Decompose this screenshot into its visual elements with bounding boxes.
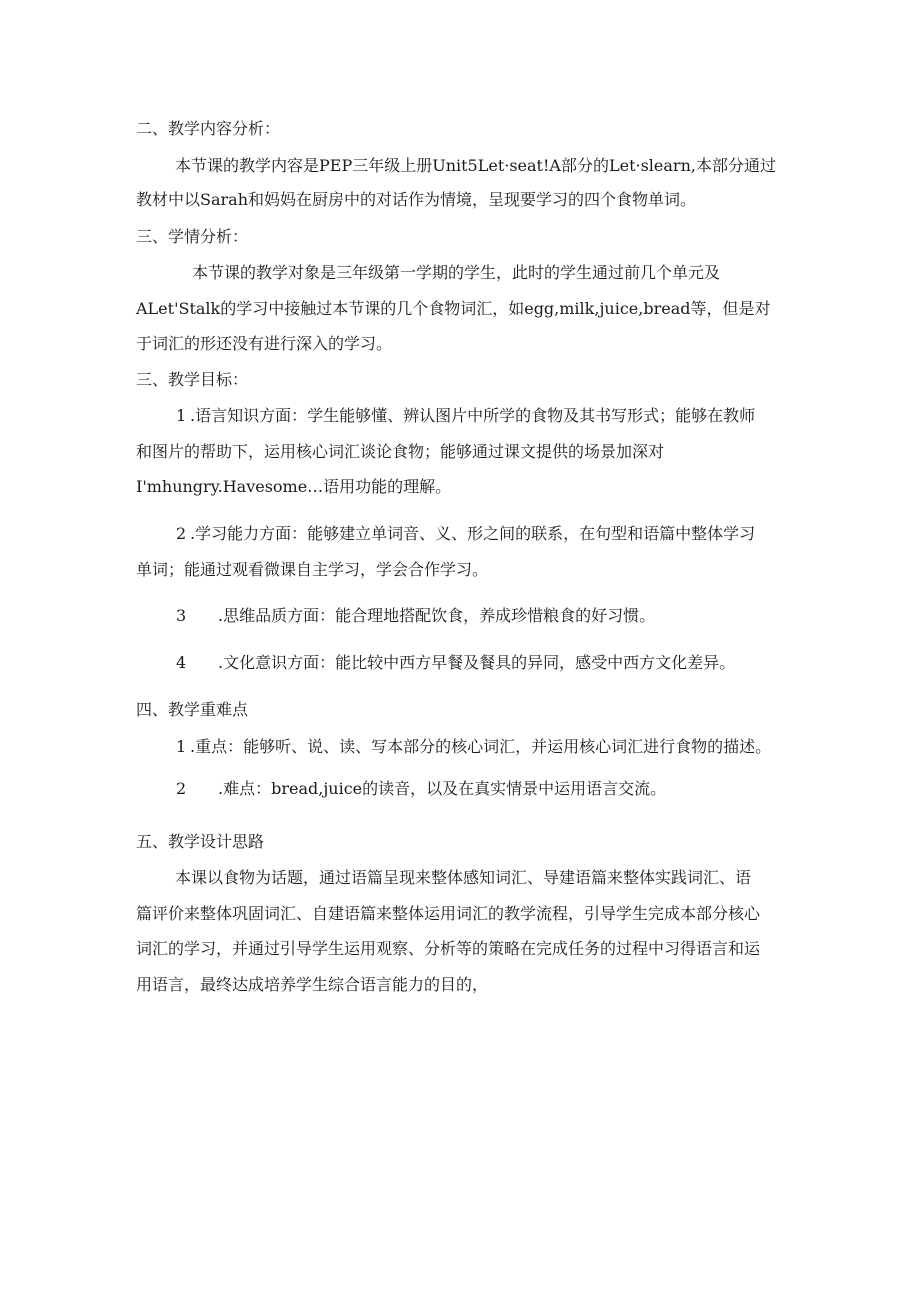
content-analysis-line: 本节课的教学内容是PEP三年级上册Unit5Let·seat!A部分的Let·slearn,本部分通过 xyxy=(175,156,776,175)
content-analysis-line: 教材中以Sarah和妈妈在厨房中的对话作为情境，呈现要学习的四个食物单词。 xyxy=(136,190,696,209)
section-heading-student-analysis: 三、学情分析： xyxy=(136,227,249,246)
design-line: 词汇的学习，并通过引导学生运用观察、分析等的策略在完成任务的过程中习得语言和运 xyxy=(136,939,761,958)
objective-number: 4 xyxy=(176,653,187,672)
section-heading-content-analysis: 二、教学内容分析： xyxy=(136,119,281,138)
objective-line: .学习能力方面：能够建立单词音、义、形之间的联系，在句型和语篇中整体学习 xyxy=(190,524,756,543)
key-point-number: 2 xyxy=(176,779,187,798)
design-line: 用语言，最终达成培养学生综合语言能力的目的， xyxy=(136,975,489,994)
section-heading-objectives: 三、教学目标： xyxy=(136,370,249,389)
objective-number: 1 xyxy=(176,406,187,425)
student-analysis-line: ALet'Stalk的学习中接触过本节课的几个食物词汇，如egg,milk,juice,bread等，但是对 xyxy=(136,299,771,318)
key-point-line: .难点：bread,juice的读音，以及在真实情景中运用语言交流。 xyxy=(218,779,667,798)
objective-line: .语言知识方面：学生能够懂、辨认图片中所学的食物及其书写形式；能够在教师 xyxy=(190,406,756,425)
objective-line: .思维品质方面：能合理地搭配饮食，养成珍惜粮食的好习惯。 xyxy=(218,606,656,625)
design-line: 本课以食物为话题，通过语篇呈现来整体感知词汇、导建语篇来整体实践词汇、语 xyxy=(175,868,752,887)
objective-line: 单词；能通过观看微课自主学习，学会合作学习。 xyxy=(136,560,489,579)
objective-line: .文化意识方面：能比较中西方早餐及餐具的异同，感受中西方文化差异。 xyxy=(218,653,736,672)
section-heading-design: 五、教学设计思路 xyxy=(136,832,265,851)
design-line: 篇评价来整体巩固词汇、自建语篇来整体运用词汇的教学流程，引导学生完成本部分核心 xyxy=(136,904,761,923)
student-analysis-line: 本节课的教学对象是三年级第一学期的学生，此时的学生通过前几个单元及 xyxy=(192,263,721,282)
objective-line: I'mhungry.Havesome…语用功能的理解。 xyxy=(136,477,452,496)
key-point-number: 1 xyxy=(176,737,187,756)
objective-line: 和图片的帮助下，运用核心词汇谈论食物；能够通过课文提供的场景加深对 xyxy=(136,442,665,461)
objective-number: 3 xyxy=(176,606,187,625)
student-analysis-line: 于词汇的形还没有进行深入的学习。 xyxy=(136,334,393,353)
section-heading-key-points: 四、教学重难点 xyxy=(136,700,249,719)
key-point-line: .重点：能够听、说、读、写本部分的核心词汇，并运用核心词汇进行食物的描述。 xyxy=(190,737,772,756)
objective-number: 2 xyxy=(176,524,187,543)
